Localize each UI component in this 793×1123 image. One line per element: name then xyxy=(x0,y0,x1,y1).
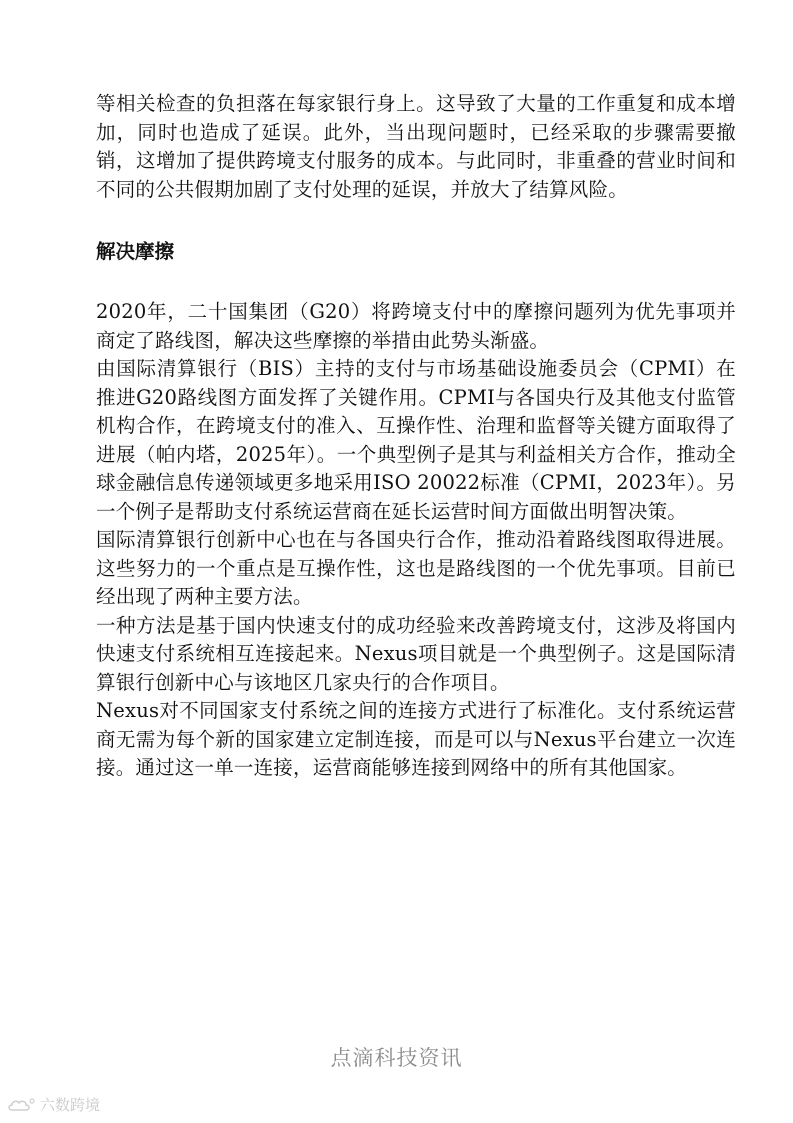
paragraph-4: 国际清算银行创新中心也在与各国央行合作，推动沿着路线图取得进展。这些努力的一个重点是互操作性，这也是路线图的一个优先事项。目前已经出现了两种主要方法。 xyxy=(96,528,736,608)
paragraph-2: 2020年，二十国集团（G20）将跨境支付中的摩擦问题列为优先事项并商定了路线图，解决这些摩擦的举措由此势头渐盛。 xyxy=(96,300,736,352)
watermark xyxy=(6,1094,100,1115)
paragraph-5: 一种方法是基于国内快速支付的成功经验来改善跨境支付，这涉及将国内快速支付系统相互连接起来。Nexus项目就是一个典型例子。这是国际清算银行创新中心与该地区几家央行的合作项目。 xyxy=(96,613,736,694)
paragraph-6: Nexus对不同国家支付系统之间的连接方式进行了标准化。支付系统运营商无需为每个新的国家建立定制连接，而是可以与Nexus平台建立一次连接。通过这一单一连接，运营商能够连接到网络中的所有其他国家。 xyxy=(96,699,736,779)
paragraph-1: 等相关检查的负担落在每家银行身上。这导致了大量的工作重复和成本增加，同时也造成了延误。此外，当出现问题时，已经采取的步骤需要撤销，这增加了提供跨境支付服务的成本。与此同时，非重叠的营业时间和不同的公共假期加剧了支付处理的延误，并放大了结算风险。 xyxy=(96,92,736,201)
footer-brand: 点滴科技资讯 xyxy=(330,1046,463,1070)
paragraph-3: 由国际清算银行（BIS）主持的支付与市场基础设施委员会（CPMI）在推进G20路线图方面发挥了关键作用。CPMI与各国央行及其他支付监管机构合作，在跨境支付的准入、互操作性、治理和监督等关键方面取得了进展（帕内塔，2025年）。一个典型例子是其与利益相关方合作，推动全球金融信息传递领域更多地采用ISO 20022标准（CPMI，2023年）。另一个例子是帮助支付系统运营商在延长运营时间方面做出明智决策。 xyxy=(96,357,736,523)
article-body xyxy=(96,90,736,783)
watermark-text: 六数跨境 xyxy=(40,1096,101,1114)
cloud-logo-icon xyxy=(6,1097,36,1113)
section-heading: 解决摩擦 xyxy=(96,240,175,263)
